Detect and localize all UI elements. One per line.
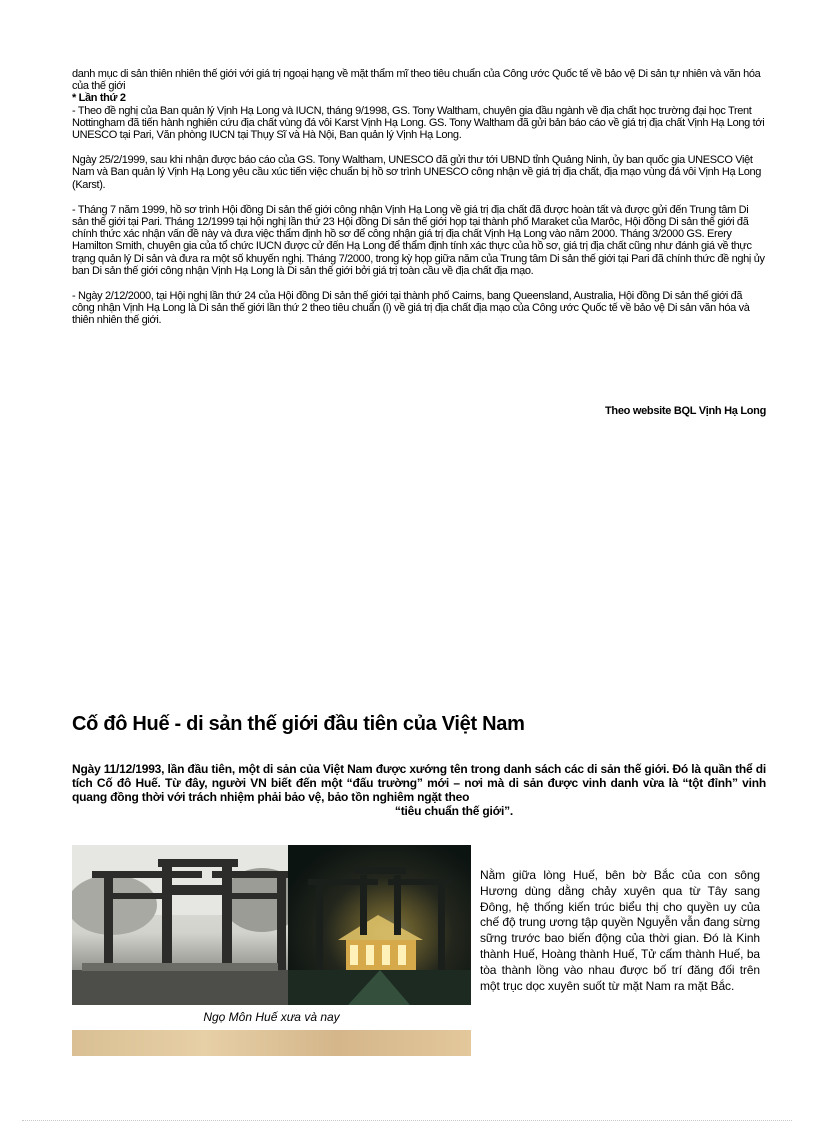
lead-end: “tiêu chuẩn thế giới”. (394, 804, 514, 818)
paragraph: - Theo đề nghị của Ban quản lý Vịnh Hạ Long và IUCN, tháng 9/1998, GS. Tony Waltham, chuyên gia đầu ngành về địa chất học trường đại học Trent Nottingham đã tiến hành nghiên cứu địa chất vùng đá vôi Karst Vịnh Hạ Long. GS. Tony Waltham đã gửi bản báo cáo về giá trị địa chất Vịnh Hạ Long tới UNESCO tại Pari, Văn phòng IUCN tại Thụy Sĩ và Hà Nội, Ban quản lý Vịnh Hạ Long. (72, 104, 765, 142)
ngo-mon-photo (72, 845, 471, 1005)
paragraph: - Ngày 2/12/2000, tại Hội nghị lần thứ 24 của Hội đồng Di sản thế giới tại thành phố Cairns, bang Queensland, Australia, Hội đồng Di sản thế giới đã công nhận Vịnh Hạ Long là Di sản thế giới lần thứ 2 theo tiêu chuẩn (i) về giá trị địa chất địa mạo của Công ước Quốc tế về bảo vệ Di sản văn hóa và thiên nhiên thế giới. (72, 290, 750, 327)
paragraph: Ngày 25/2/1999, sau khi nhận được báo cáo của GS. Tony Waltham, UNESCO đã gửi thư tới UBND tỉnh Quảng Ninh, ủy ban quốc gia UNESCO Việt Nam và Ban quản lý Vịnh Hạ Long yêu cầu xúc tiến việc chuẩn bị hồ sơ trình UNESCO công nhận về giá trị địa chất, địa mạo vùng đá vôi Vịnh Hạ Long (Karst). (72, 154, 762, 191)
paragraph: - Tháng 7 năm 1999, hồ sơ trình Hội đồng Di sản thế giới công nhận Vịnh Hạ Long về giá trị địa chất đã được hoàn tất và được gửi đến Trung tâm Di sản thế giới tại Pari. Tháng 12/1999 tại hội nghị lần thứ 23 Hội đồng Di sản thế giới họp tại thành phố Maraket của Marôc, Hội đồng Di sản thế giới đã chính thức xác nhận vấn đề này và đưa việc thẩm định hồ sơ để công nhận giá trị địa chất Vịnh Hạ Long vào năm 2000. Tháng 3/2000 GS. Erery Hamilton Smith, chuyên gia của tổ chức IUCN được cử đến Hạ Long để thẩm định tính xác thực của hồ sơ, giá trị địa chất cũng như đánh giá về thực trạng quản lý Di sản và đưa ra một số khuyến nghị. Tháng 7/2000, trong kỳ họp giữa năm của Trung tâm Di sản thế giới tại Pari đã chính thức đề nghị ủy ban Di sản thế giới công nhận Vịnh Hạ Long là Di sản thế giới bởi giá trị toàn cầu về địa chất địa mạo. (72, 203, 765, 277)
subheading-lan-thu-2: * Lần thứ 2 (72, 92, 126, 105)
article-title: Cố đô Huế - di sản thế giới đầu tiên của Việt Nam (72, 713, 525, 735)
ha-long-section (72, 68, 766, 327)
photo-old-gate (72, 845, 288, 1005)
article-lead (72, 762, 766, 818)
photo-strip (72, 1030, 471, 1056)
photo-caption: Ngọ Môn Huế xưa và nay (203, 1010, 340, 1024)
page-divider (22, 1120, 792, 1121)
night-gate-illustration (288, 845, 471, 1005)
old-gate-illustration (72, 845, 288, 1005)
source-credit: Theo website BQL Vịnh Hạ Long (605, 405, 766, 417)
lead-text: Ngày 11/12/1993, lần đầu tiên, một di sản của Việt Nam được xướng tên trong danh sách các di sản thế giới. Đó là quần thể di tích Cố đô Huế. Từ đây, người VN biết đến một “đấu trường” mới – nơi mà di sản được vinh danh vừa là “tột đỉnh” vinh quang đồng thời với trách nhiệm phải bảo vệ, bảo tồn nghiêm ngặt theo (72, 762, 766, 804)
paragraph: danh mục di sản thiên nhiên thế giới với giá trị ngoại hạng về mặt thẩm mĩ theo tiêu chuẩn của Công ước Quốc tế về bảo vệ Di sản tự nhiên và văn hóa của thế giới (72, 68, 761, 93)
photo-new-gate (288, 845, 471, 1005)
article-body: Nằm giữa lòng Huế, bên bờ Bắc của con sông Hương dùng dằng chảy xuyên qua từ Tây sang Đông, hệ thống kiến trúc biểu thị cho quyền uy của chế độ trung ương tập quyền Nguyễn vẫn đang sừng sững trước bao biến động của thời gian. Đó là Kinh thành Huế, Hoàng thành Huế, Tử cấm thành Huế, ba tòa thành lồng vào nhau được bố trí đăng đối trên một trục dọc xuyên suốt từ mặt Nam ra mặt Bắc. (480, 868, 760, 993)
